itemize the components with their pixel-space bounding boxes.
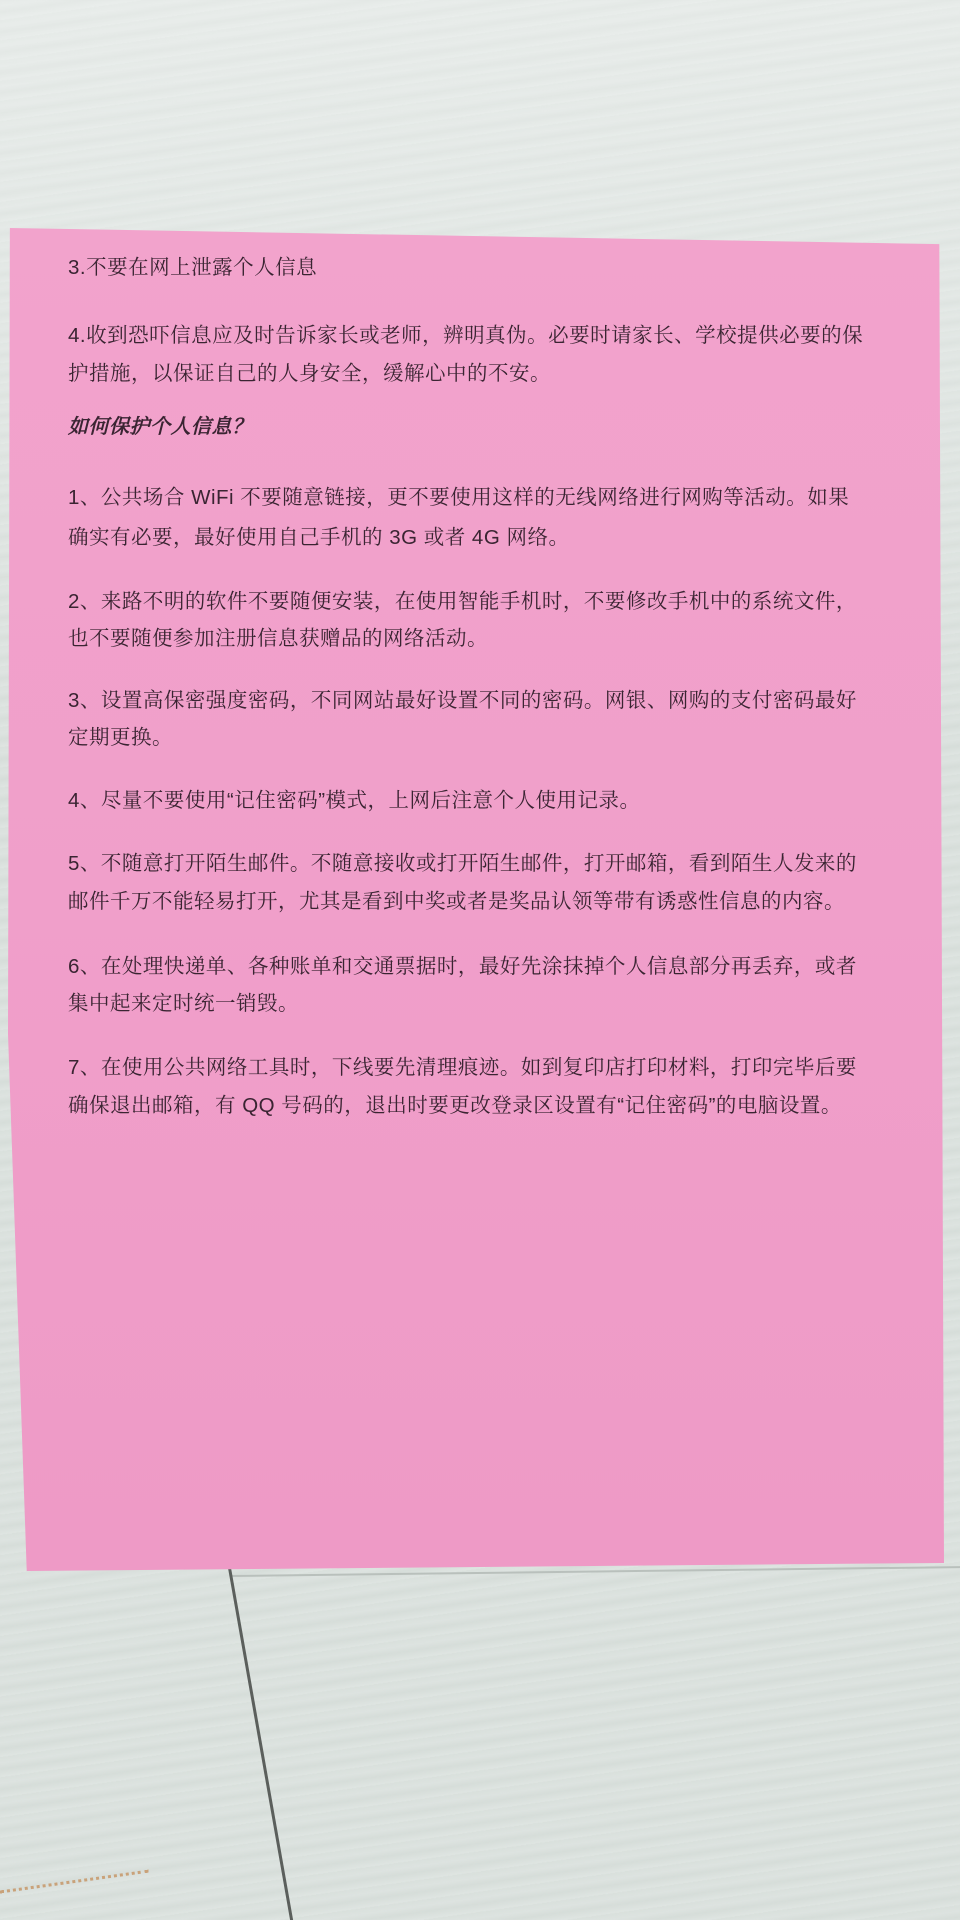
item-4-line-1: 4.收到恐吓信息应及时告诉家长或老师，辨明真伪。必要时请家长、学校提供必要的保 <box>68 324 864 347</box>
item-3-text: 3.不要在网上泄露个人信息 <box>68 256 318 279</box>
tip-3-line-2: 定期更换。 <box>68 726 173 749</box>
tip-7-line-2: 确保退出邮箱，有 QQ 号码的，退出时要更改登录区设置有“记住密码”的电脑设置。 <box>68 1094 842 1117</box>
item-4-line-2: 护措施，以保证自己的人身安全，缓解心中的不安。 <box>68 362 551 385</box>
tip-2-line-1: 2、来路不明的软件不要随便安装，在使用智能手机时，不要修改手机中的系统文件， <box>68 590 857 613</box>
tip-4-line-1: 4、尽量不要使用“记住密码”模式，上网后注意个人使用记录。 <box>68 789 641 812</box>
tip-3-line-1: 3、设置高保密强度密码，不同网站最好设置不同的密码。网银、网购的支付密码最好 <box>68 689 857 712</box>
tip-7-line-1: 7、在使用公共网络工具时，下线要先清理痕迹。如到复印店打印材料，打印完毕后要 <box>68 1056 857 1079</box>
tip-6-line-2: 集中起来定时统一销毁。 <box>68 992 299 1015</box>
tip-1-line-2: 确实有必要，最好使用自己手机的 3G 或者 4G 网络。 <box>68 526 570 549</box>
tip-5-line-1: 5、不随意打开陌生邮件。不随意接收或打开陌生邮件，打开邮箱，看到陌生人发来的 <box>68 852 857 875</box>
tip-6-line-1: 6、在处理快递单、各种账单和交通票据时，最好先涂抹掉个人信息部分再丢弃，或者 <box>68 955 857 978</box>
tip-5-line-2: 邮件千万不能轻易打开，尤其是看到中奖或者是奖品认领等带有诱惑性信息的内容。 <box>68 890 845 913</box>
tip-2-line-2: 也不要随便参加注册信息获赠品的网络活动。 <box>68 627 488 650</box>
section-heading: 如何保护个人信息？ <box>68 416 253 438</box>
tip-1-line-1: 1、公共场合 WiFi 不要随意链接，更不要使用这样的无线网络进行网购等活动。如果 <box>68 486 850 509</box>
